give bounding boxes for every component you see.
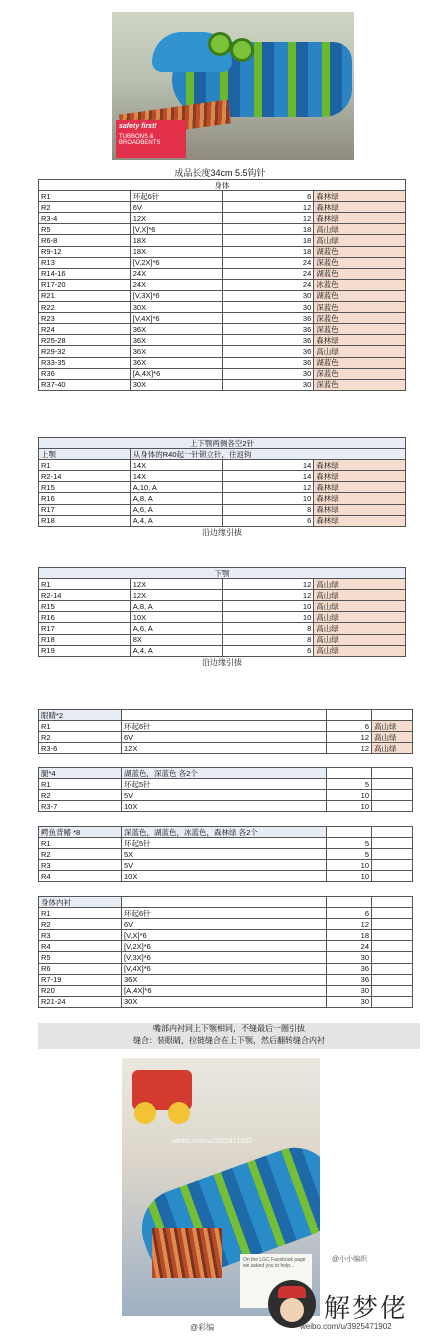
row-count: 12 [222,579,314,590]
side-watermark: @小小编织 [332,1256,368,1263]
row-color: 深蓝色 [314,324,406,335]
upper-jaw-table [38,437,406,527]
row-color: 高山绿 [314,224,406,235]
row-instruction: [A,4X]*6 [130,368,222,379]
table-row [39,324,406,335]
row-color [372,952,413,963]
row-instruction: 环起6针 [130,191,222,202]
row-color: 湖蓝色 [314,357,406,368]
table-row [39,743,413,754]
bottom-bar [0,1320,440,1338]
row-color: 森林绿 [314,460,406,471]
section-title: 上下颚两侧各空2针 [39,438,406,449]
section-footer: 沿边缘引拔 [202,527,242,537]
row-color: 高山绿 [314,612,406,623]
row-count: 10 [222,493,314,504]
table-row [39,601,406,612]
table-row [39,368,406,379]
lower-jaw-table [38,567,406,657]
row-label: R1 [39,460,131,471]
row-count: 10 [327,801,372,812]
row-label: R17 [39,504,131,515]
section-title: 身体 [39,180,406,191]
table-row [39,908,413,919]
row-instruction: 30X [130,302,222,313]
row-count: 12 [327,743,372,754]
table-row [39,290,406,301]
row-label: R14-16 [39,268,131,279]
row-color: 高山绿 [372,721,413,732]
row-color: 湖蓝色 [314,290,406,301]
eyes-section [38,709,406,754]
row-count: 6 [222,191,314,202]
row-count: 10 [327,790,372,801]
table-row [39,482,406,493]
row-count: 36 [222,313,314,324]
row-label: R2 [39,849,122,860]
spikes-section [38,826,406,882]
badge-subtitle: TUBBONS & BROADBENTS [119,134,161,146]
row-color: 森林绿 [314,202,406,213]
row-instruction: A,8, A [130,601,222,612]
row-label: R17 [39,623,131,634]
row-color: 湖蓝色 [314,246,406,257]
row-label: R3-6 [39,743,122,754]
row-instruction: 6V [122,919,327,930]
row-instruction: 环起6针 [122,908,327,919]
section-colors: 湖蓝色，深蓝色 各2个 [122,768,327,779]
row-count: 24 [327,941,372,952]
row-color: 高山绿 [372,732,413,743]
row-count: 24 [222,279,314,290]
row-color [372,919,413,930]
table-row [39,257,406,268]
row-label: R5 [39,224,131,235]
credit-right: weibo.com/u/3925471902 [300,1322,392,1331]
row-count: 5 [327,849,372,860]
row-instruction: 12X [130,579,222,590]
row-instruction: 6V [130,202,222,213]
row-count: 30 [222,302,314,313]
section-title: 眼睛*2 [39,710,122,721]
table-row [39,579,406,590]
row-instruction: 36X [122,974,327,985]
top-photo [112,12,354,160]
row-count: 10 [327,871,372,882]
row-color [372,849,413,860]
row-color [372,996,413,1007]
row-color: 深蓝色 [314,368,406,379]
row-color: 高山绿 [314,645,406,656]
row-color: 森林绿 [314,191,406,202]
row-count: 5 [327,779,372,790]
row-label: R21 [39,290,131,301]
row-instruction: 12X [122,743,327,754]
toy-wheel [134,1102,156,1124]
toy-wheel [168,1102,190,1124]
row-count: 18 [222,246,314,257]
bottom-photo [122,1058,320,1316]
row-instruction: [V,2X]*6 [130,257,222,268]
table-row [39,801,413,812]
row-color: 深蓝色 [314,257,406,268]
assembly-note [38,1023,420,1049]
colored-pencils [152,1228,222,1278]
table-row [39,191,406,202]
row-count: 14 [222,471,314,482]
row-instruction: 环起5针 [122,838,327,849]
table-row [39,471,406,482]
table-row [39,721,413,732]
table-row [39,963,413,974]
row-color: 森林绿 [314,482,406,493]
table-row [39,246,406,257]
table-row [39,871,413,882]
table-row [39,590,406,601]
row-instruction: 5V [122,860,327,871]
row-color: 高山绿 [314,346,406,357]
table-row [39,379,406,390]
row-instruction: 5X [122,849,327,860]
row-count: 18 [222,224,314,235]
row-color: 高山绿 [314,601,406,612]
row-color: 高山绿 [314,235,406,246]
row-label: R2 [39,732,122,743]
row-instruction: 12X [130,213,222,224]
row-label: R2 [39,919,122,930]
row-label: R17-20 [39,279,131,290]
table-row [39,930,413,941]
body-table [38,179,406,391]
row-instruction: 6V [122,732,327,743]
row-color: 森林绿 [314,504,406,515]
table-row [39,460,406,471]
row-label: R2 [39,790,122,801]
row-count: 24 [222,268,314,279]
row-instruction: 14X [130,460,222,471]
table-row [39,634,406,645]
row-label: R3 [39,860,122,871]
row-instruction: [V,3X]*6 [122,952,327,963]
upper-jaw-section [38,437,406,538]
row-color: 森林绿 [314,213,406,224]
row-instruction: 10X [130,612,222,623]
row-color [372,985,413,996]
row-count: 12 [327,732,372,743]
row-count: 30 [222,379,314,390]
row-count: 12 [222,213,314,224]
row-label: R13 [39,257,131,268]
row-count: 10 [222,612,314,623]
row-instruction: [V,4X]*6 [130,313,222,324]
row-count: 18 [327,930,372,941]
row-instruction: 36X [130,335,222,346]
table-row [39,985,413,996]
row-color [372,941,413,952]
row-color [372,908,413,919]
section-title: 鳄鱼背鳍 *8 [39,827,122,838]
row-label: R16 [39,612,131,623]
row-instruction: 36X [130,357,222,368]
row-count: 30 [327,952,372,963]
row-count: 5 [327,838,372,849]
lining-table [38,896,413,1008]
row-label: R19 [39,645,131,656]
table-row [39,313,406,324]
safety-badge [116,120,186,158]
table-row [39,790,413,801]
table-row [39,302,406,313]
row-instruction: 24X [130,268,222,279]
table-row [39,279,406,290]
legs-section [38,767,406,812]
row-instruction: 10X [122,871,327,882]
table-row [39,335,406,346]
row-count: 36 [222,357,314,368]
row-label: 上颚 [39,449,131,460]
logo-text: 解梦佬 [324,1294,409,1324]
row-count: 10 [327,860,372,871]
row-instruction: 30X [130,379,222,390]
row-count: 8 [222,634,314,645]
row-label: R33-35 [39,357,131,368]
row-color: 高山绿 [314,590,406,601]
section-title: 腿*4 [39,768,122,779]
table-row [39,202,406,213]
row-count: 8 [222,504,314,515]
table-row [39,974,413,985]
table-row [39,515,406,526]
table-row [39,919,413,930]
row-color: 深蓝色 [314,302,406,313]
row-label: R6 [39,963,122,974]
row-instruction: [V,X]*6 [130,224,222,235]
row-label: R2-14 [39,471,131,482]
note-line: 缝合：装眼睛，拉链缝合在上下颚，然后翻转缝合内衬 [133,1036,325,1045]
row-count: 10 [222,601,314,612]
section-title: 下颚 [39,568,406,579]
row-instruction: 36X [130,324,222,335]
table-row [39,346,406,357]
row-count: 12 [327,919,372,930]
row-count: 36 [222,324,314,335]
row-color: 高山绿 [314,579,406,590]
row-color: 高山绿 [372,743,413,754]
lower-jaw-section [38,567,406,668]
table-row [39,493,406,504]
row-label: R22 [39,302,131,313]
row-color: 湖蓝色 [314,268,406,279]
table-row [39,268,406,279]
table-row [39,860,413,871]
row-instruction: 18X [130,235,222,246]
table-row [39,357,406,368]
row-label: R1 [39,838,122,849]
row-label: R7-19 [39,974,122,985]
badge-title: safety first! [119,123,157,130]
row-instruction: [V,2X]*6 [122,941,327,952]
row-label: R18 [39,515,131,526]
row-label: R2-14 [39,590,131,601]
row-instruction: 14X [130,471,222,482]
row-count: 12 [222,202,314,213]
row-count: 36 [327,974,372,985]
row-color: 深蓝色 [314,313,406,324]
row-instruction: A,4, A [130,645,222,656]
row-label: R20 [39,985,122,996]
table-row [39,235,406,246]
section-footer: 沿边缘引拔 [202,657,242,667]
info-card: On the LGC Facebook page we asked you to help... [240,1254,312,1308]
row-color [372,779,413,790]
row-instruction: 12X [130,590,222,601]
row-count: 36 [327,963,372,974]
row-instruction: 18X [130,246,222,257]
row-color: 深蓝色 [314,379,406,390]
table-row [39,952,413,963]
row-count: 30 [222,368,314,379]
row-color [372,963,413,974]
row-label: R18 [39,634,131,645]
crocodile-eye [230,38,254,62]
row-count: 24 [222,257,314,268]
row-label: R9-12 [39,246,131,257]
row-color: 森林绿 [314,493,406,504]
row-color [372,801,413,812]
table-row [39,849,413,860]
row-label: R1 [39,721,122,732]
section-title: 身体内衬 [39,897,122,908]
row-color [372,871,413,882]
row-label: R15 [39,482,131,493]
row-instruction: [V,4X]*6 [122,963,327,974]
row-label: R16 [39,493,131,504]
row-color [372,974,413,985]
row-instruction: [V,X]*6 [122,930,327,941]
row-color [372,838,413,849]
row-count: 8 [222,623,314,634]
row-color: 森林绿 [314,471,406,482]
table-row [39,838,413,849]
row-count: 36 [222,346,314,357]
row-count: 12 [222,590,314,601]
row-label: R23 [39,313,131,324]
row-color [372,790,413,801]
row-color: 森林绿 [314,515,406,526]
row-color [372,930,413,941]
row-label: R1 [39,908,122,919]
row-label: R29-32 [39,346,131,357]
photo-watermark: weibo.com/u/3925471902 [172,1138,253,1145]
row-color: 高山绿 [314,634,406,645]
row-label: R2 [39,202,131,213]
row-instruction: [V,3X]*6 [130,290,222,301]
row-label: R3 [39,930,122,941]
row-count: 30 [327,985,372,996]
size-caption: 成品长度34cm 5.5钩针 [174,168,266,178]
row-instruction: 5V [122,790,327,801]
row-instruction: A,6, A [130,504,222,515]
eyes-table [38,709,413,754]
row-instruction: 10X [122,801,327,812]
row-instruction: 环起6针 [122,721,327,732]
row-instruction: 36X [130,346,222,357]
row-color: 冰蓝色 [314,279,406,290]
table-row [39,623,406,634]
table-row [39,213,406,224]
lining-section [38,896,406,1008]
row-label: R1 [39,191,131,202]
row-instruction: A,8, A [130,493,222,504]
crocodile-eye [208,32,232,56]
row-instruction: 8X [130,634,222,645]
row-count: 14 [222,460,314,471]
table-row [39,779,413,790]
row-color [372,860,413,871]
row-label: R4 [39,871,122,882]
row-label: R5 [39,952,122,963]
table-row [39,996,413,1007]
table-row [39,941,413,952]
row-label: R1 [39,779,122,790]
table-row [39,612,406,623]
row-instruction: A,10, A [130,482,222,493]
row-instruction: 从身体的R40起一针锁立针，往返钩 [130,449,405,460]
row-instruction: 24X [130,279,222,290]
row-count: 6 [327,721,372,732]
table-row [39,504,406,515]
row-count: 30 [222,290,314,301]
row-color: 高山绿 [314,623,406,634]
row-label: R24 [39,324,131,335]
row-label: R6-8 [39,235,131,246]
row-count: 36 [222,335,314,346]
row-instruction: 30X [122,996,327,1007]
row-label: R15 [39,601,131,612]
row-label: R3-7 [39,801,122,812]
row-label: R3-4 [39,213,131,224]
row-instruction: [A,4X]*6 [122,985,327,996]
row-count: 12 [222,482,314,493]
row-instruction: A,4, A [130,515,222,526]
row-label: R36 [39,368,131,379]
row-label: R1 [39,579,131,590]
row-label: R21-24 [39,996,122,1007]
section-colors: 深蓝色，湖蓝色，冰蓝色，森林绿 各2个 [122,827,327,838]
legs-table [38,767,413,812]
row-instruction: 环起5针 [122,779,327,790]
row-count: 6 [222,515,314,526]
row-label: R4 [39,941,122,952]
spikes-table [38,826,413,882]
table-row [39,732,413,743]
row-instruction: A,6, A [130,623,222,634]
note-line: 嘴部内衬同上下颚相同，不缝最后一圈引拔 [153,1024,305,1033]
table-row [39,645,406,656]
row-count: 18 [222,235,314,246]
row-label: R25-28 [39,335,131,346]
row-count: 6 [327,908,372,919]
row-label: R37-40 [39,379,131,390]
row-count: 30 [327,996,372,1007]
body-section [38,179,406,391]
row-color: 森林绿 [314,335,406,346]
row-count: 6 [222,645,314,656]
credit-left: @彩编 [190,1323,215,1332]
table-row [39,224,406,235]
